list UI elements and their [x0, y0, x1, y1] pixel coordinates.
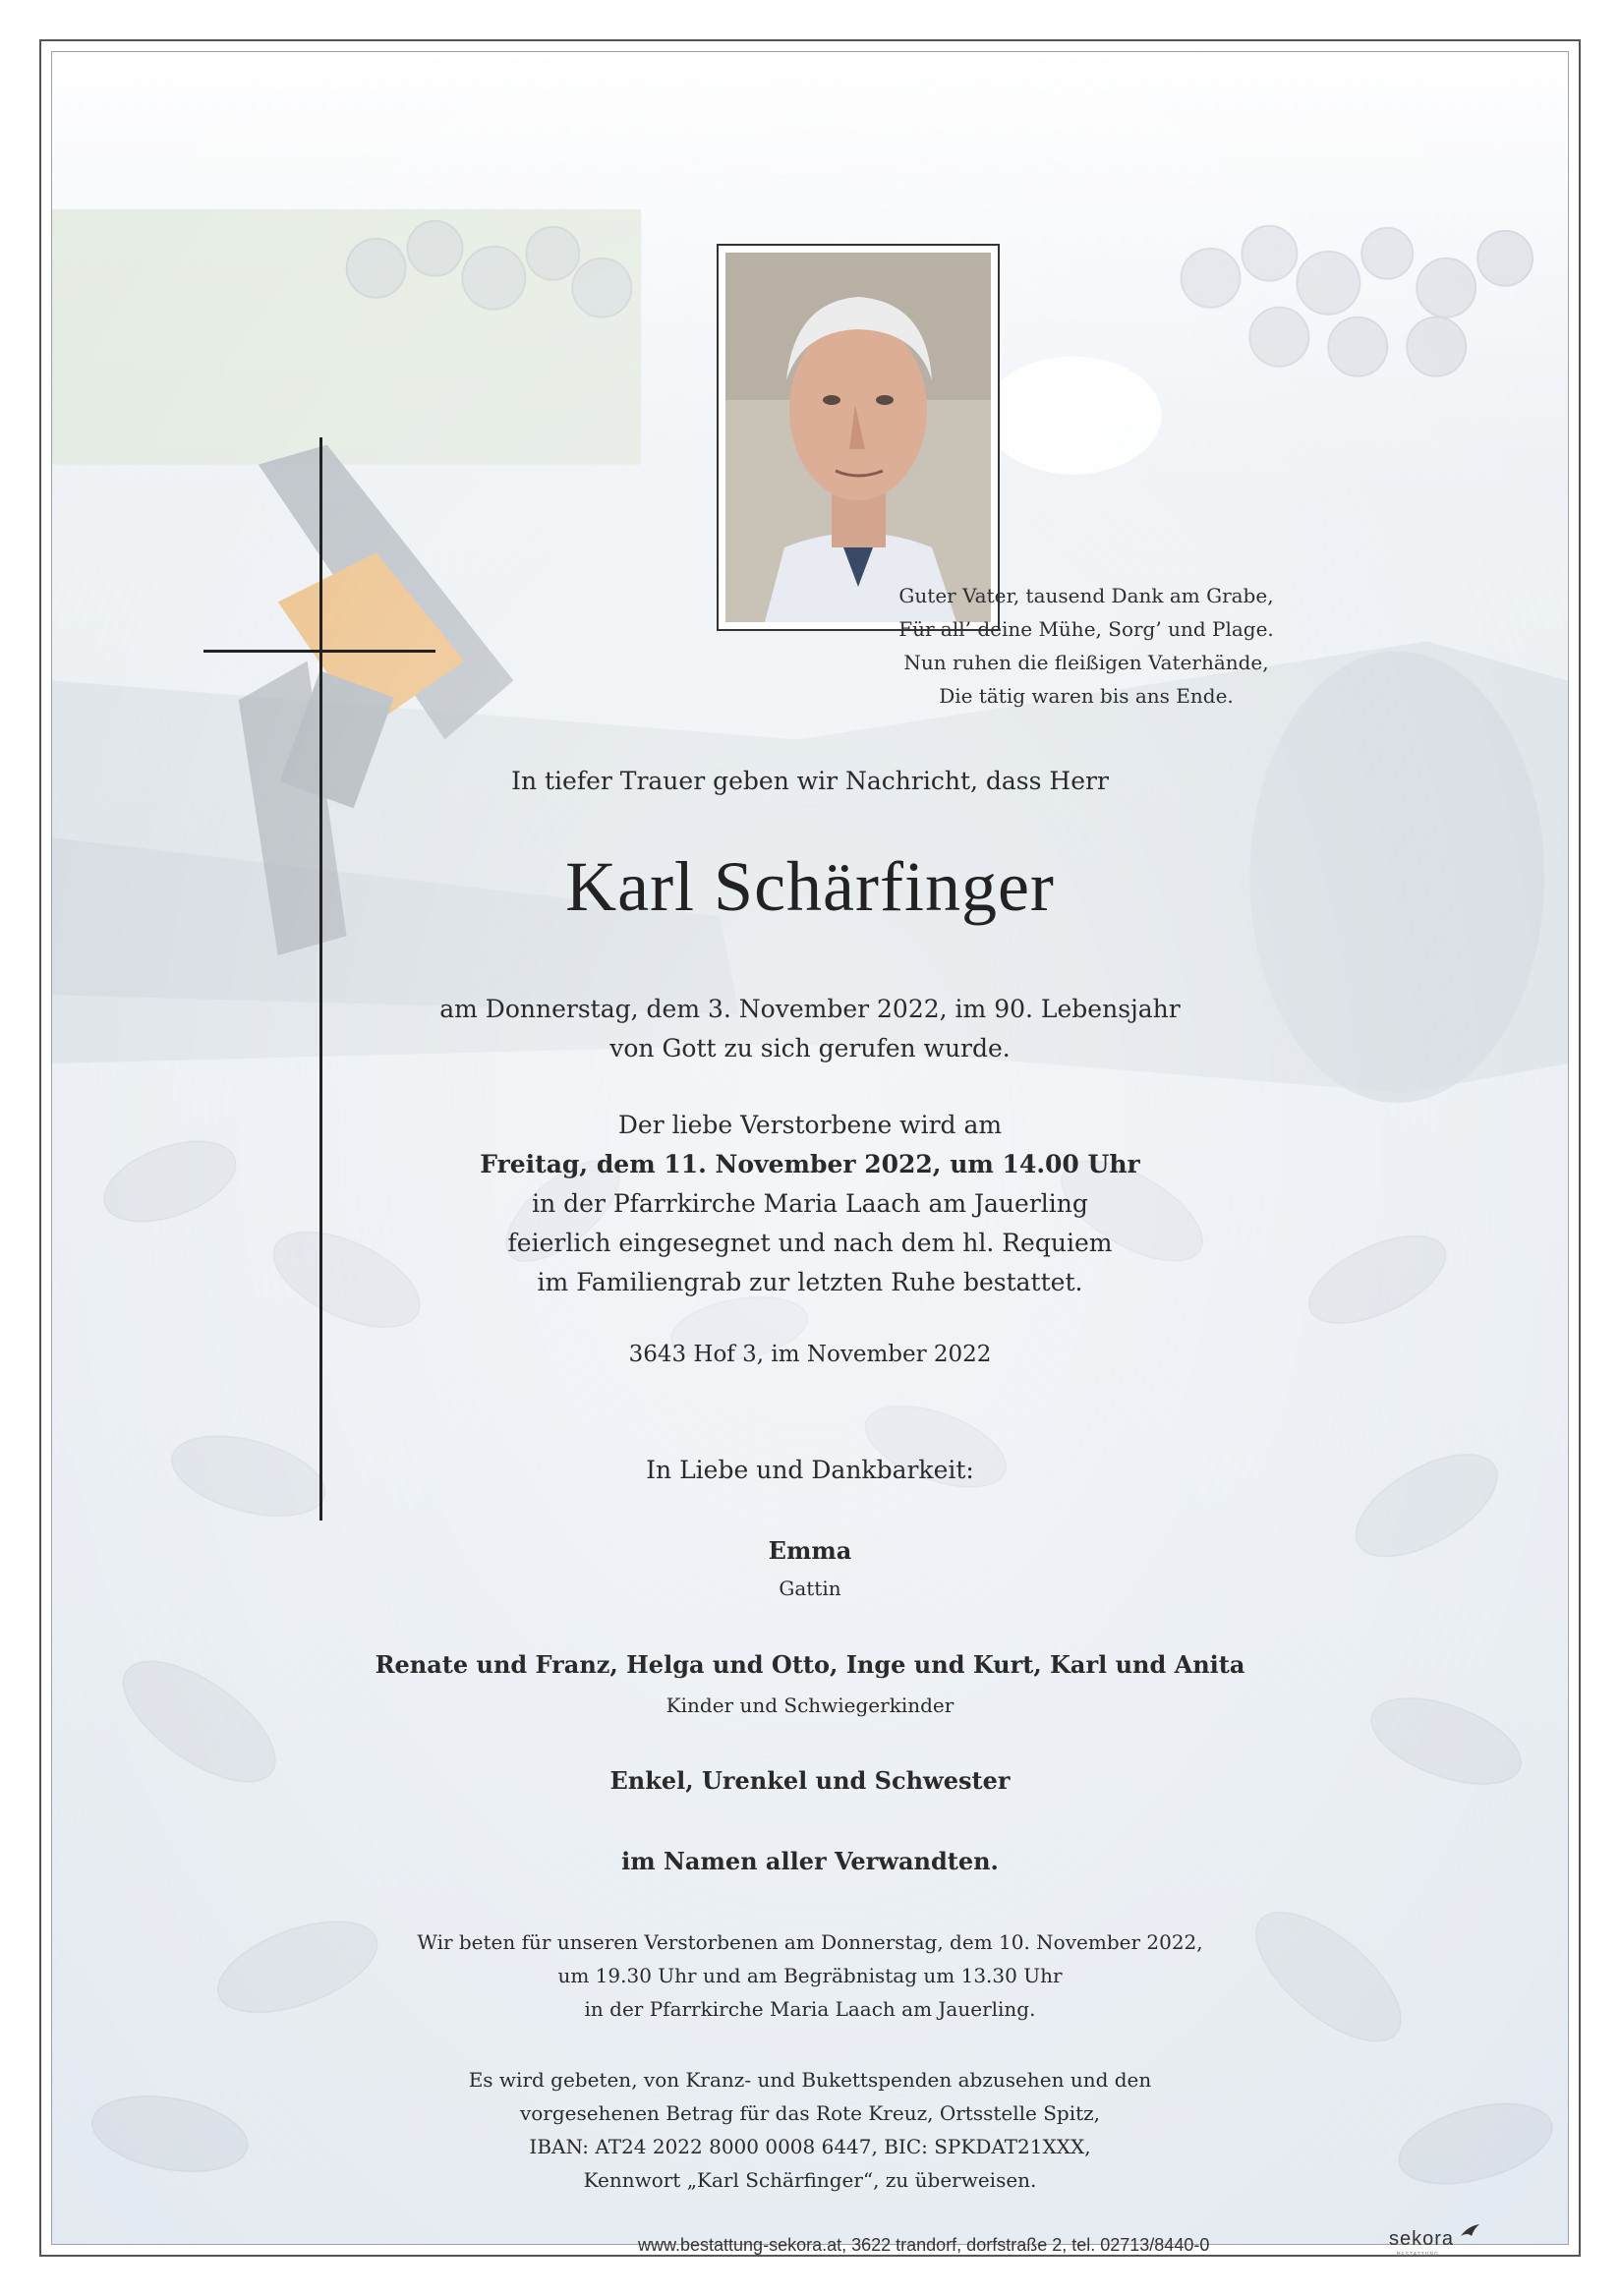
- death-line: von Gott zu sich gerufen wurde.: [609, 1034, 1011, 1062]
- portrait-frame: [717, 244, 1000, 631]
- poem-line: Für all’ deine Mühe, Sorg’ und Plage.: [898, 617, 1274, 641]
- logo-text: sekora: [1389, 2228, 1455, 2250]
- cross-horizontal-bar: [203, 650, 435, 653]
- children-names: Renate und Franz, Helga und Otto, Inge und Kurt, Karl und Anita: [375, 1650, 1245, 1679]
- donation-line: IBAN: AT24 2022 8000 0008 6447, BIC: SPKDAT21XXX,: [529, 2135, 1091, 2158]
- prayer-line: Wir beten für unseren Verstorbenen am Donnerstag, dem 10. November 2022,: [417, 1930, 1203, 1954]
- funeral-line: im Familiengrab zur letzten Ruhe bestattet.: [537, 1268, 1083, 1296]
- death-line: am Donnerstag, dem 3. November 2022, im 90. Lebensjahr: [439, 995, 1181, 1023]
- funeral-line: feierlich eingesegnet und nach dem hl. Requiem: [507, 1229, 1113, 1257]
- poem: [831, 579, 1342, 713]
- funeral-line: in der Pfarrkirche Maria Laach am Jauerling: [532, 1189, 1088, 1218]
- poem-line: Die tätig waren bis ans Ende.: [939, 684, 1234, 708]
- relatives-line: im Namen aller Verwandten.: [621, 1847, 999, 1875]
- deceased-name: Karl Schärfinger: [565, 847, 1055, 926]
- funeral-line: Der liebe Verstorbene wird am: [617, 1111, 1003, 1139]
- parte-sheet: [51, 51, 1569, 2258]
- mourners-heading: In Liebe und Dankbarkeit:: [646, 1456, 974, 1484]
- sekora-logo: [1389, 2228, 1455, 2258]
- prayer-line: in der Pfarrkirche Maria Laach am Jauerling.: [584, 1997, 1036, 2021]
- footer-contact: www.bestattung-sekora.at, 3622 trandorf, dorfstraße 2, tel. 02713/8440-0: [638, 2235, 1210, 2255]
- logo-subtitle: BESTATTUNG: [1397, 2252, 1439, 2258]
- funeral-date: Freitag, dem 11. November 2022, um 14.00 Uhr: [480, 1150, 1140, 1178]
- poem-line: Nun ruhen die fleißigen Vaterhände,: [903, 651, 1269, 674]
- donation-line: Kennwort „Karl Schärfinger“, zu überweisen.: [583, 2168, 1037, 2192]
- spouse-role: Gattin: [779, 1577, 841, 1600]
- spouse-name: Emma: [768, 1536, 852, 1565]
- place-date: 3643 Hof 3, im November 2022: [628, 1342, 992, 1367]
- prayer-line: um 19.30 Uhr und am Begräbnistag um 13.30 Uhr: [557, 1964, 1063, 1987]
- death-notice: [52, 990, 1568, 1068]
- children-role: Kinder und Schwiegerkinder: [665, 1693, 955, 1717]
- other-mourners: Enkel, Urenkel und Schwester: [609, 1766, 1011, 1795]
- portrait-photo: [725, 253, 991, 622]
- donation-notice: [52, 2063, 1568, 2197]
- bird-icon: [1460, 2222, 1481, 2240]
- donation-line: Es wird gebeten, von Kranz- und Bukettspenden abzusehen und den: [468, 2068, 1152, 2092]
- funeral-notice: [52, 1106, 1568, 1302]
- poem-line: Guter Vater, tausend Dank am Grabe,: [898, 584, 1274, 607]
- intro-text: In tiefer Trauer geben wir Nachricht, dass Herr: [511, 767, 1109, 795]
- donation-line: vorgesehenen Betrag für das Rote Kreuz, Ortsstelle Spitz,: [519, 2101, 1101, 2125]
- prayer-notice: [52, 1925, 1568, 2026]
